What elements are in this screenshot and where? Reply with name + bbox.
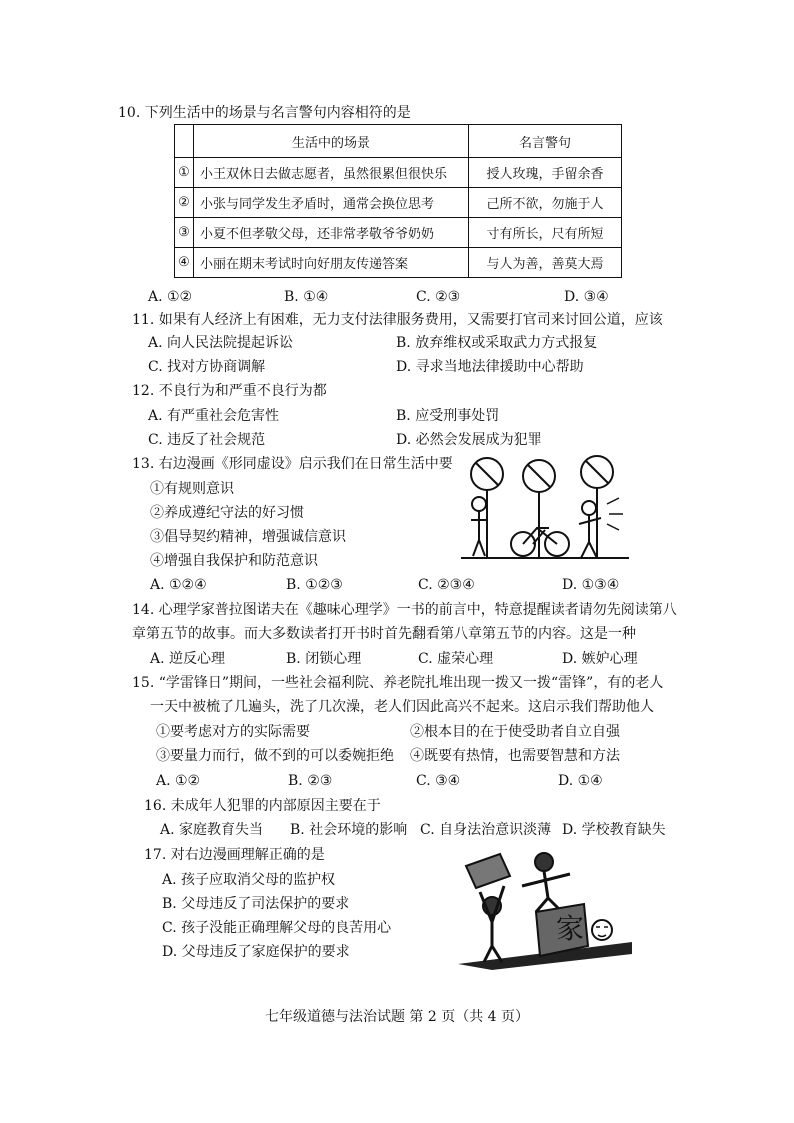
table-header-quote: 名言警句 (469, 125, 622, 158)
q12-option-c: C. 违反了社会规范 (148, 432, 266, 448)
q10-stem: 10. 下列生活中的场景与名言警句内容相符的是 (118, 105, 411, 121)
q14-option-a: A. 逆反心理 (150, 651, 226, 667)
q15-option-c: C. ③④ (416, 773, 461, 789)
q17-option-d: D. 父母违反了家庭保护的要求 (162, 944, 350, 960)
q16-option-c: C. 自身法治意识淡薄 (420, 822, 552, 838)
q17-option-c: C. 孩子没能正确理解父母的良苦用心 (162, 920, 392, 936)
q15-item-2: ②根本目的在于使受助者自立自强 (410, 724, 620, 740)
q11-option-c: C. 找对方协商调解 (148, 359, 266, 375)
q12-option-a: A. 有严重社会危害性 (148, 408, 280, 424)
q15-item-3: ③要量力而行，做不到的可以委婉拒绝 (156, 748, 394, 764)
row-quote: 寸有所长，尺有所短 (469, 218, 622, 248)
q15-option-b: B. ②③ (288, 773, 333, 789)
q14-line-1: 14. 心理学家普拉图诺夫在《趣味心理学》一书的前言中，特意提醒读者请勿先阅读第八 (132, 602, 677, 618)
q11-option-d: D. 寻求当地法律援助中心帮助 (396, 359, 584, 375)
q16-stem: 16. 未成年人犯罪的内部原因主要在于 (144, 798, 381, 814)
q16-option-d: D. 学校教育缺失 (562, 822, 666, 838)
q13-option-a: A. ①②④ (150, 577, 207, 593)
row-quote: 授人玫瑰，手留余香 (469, 158, 622, 188)
q11-option-a: A. 向人民法院提起诉讼 (148, 335, 294, 351)
q11-stem: 11. 如果有人经济上有困难，无力支付法律服务费用，又需要打官司来讨回公道，应该 (132, 312, 663, 328)
q10-option-b: B. ①④ (284, 289, 329, 305)
q14-line-2: 章第五节的故事。而大多数读者打开书时首先翻看第八章第五节的内容。这是一种 (132, 626, 636, 642)
row-num: ③ (175, 218, 194, 248)
q14-option-b: B. 闭锁心理 (286, 651, 362, 667)
q13-cartoon (457, 452, 633, 562)
table-row (175, 158, 622, 188)
table-header-scene: 生活中的场景 (194, 125, 469, 158)
q10-table (174, 124, 622, 278)
q13-item-4: ④增强自我保护和防范意识 (150, 553, 318, 569)
q13-option-b: B. ①②③ (286, 577, 343, 593)
row-scene: 小丽在期末考试时向好朋友传递答案 (194, 248, 469, 278)
row-scene: 小王双休日去做志愿者，虽然很累但很快乐 (194, 158, 469, 188)
page-footer: 七年级道德与法治试题 第 2 页（共 4 页） (264, 1009, 530, 1025)
q14-option-c: C. 虚荣心理 (418, 651, 494, 667)
q15-option-a: A. ①② (156, 773, 201, 789)
q17-stem: 17. 对右边漫画理解正确的是 (144, 847, 325, 863)
q13-stem: 13. 右边漫画《形同虚设》启示我们在日常生活中要 (132, 456, 453, 472)
q15-item-1: ①要考虑对方的实际需要 (156, 724, 310, 740)
q12-stem: 12. 不良行为和严重不良行为都 (132, 383, 327, 399)
q14-option-d: D. 嫉妒心理 (562, 651, 638, 667)
q15-line-1: 15. “学雷锋日”期间，一些社会福利院、养老院扎堆出现一拨又一拨“雷锋”，有的老人 (132, 675, 664, 691)
table-row (175, 248, 622, 278)
row-num: ④ (175, 248, 194, 278)
row-quote: 己所不欲，勿施于人 (469, 188, 622, 218)
q16-option-b: B. 社会环境的影响 (290, 822, 408, 838)
q13-item-1: ①有规则意识 (150, 481, 234, 497)
table-row (175, 218, 622, 248)
row-scene: 小张与同学发生矛盾时，通常会换位思考 (194, 188, 469, 218)
q12-option-b: B. 应受刑事处罚 (396, 408, 500, 424)
q17-option-a: A. 孩子应取消父母的监护权 (162, 872, 336, 888)
row-num: ① (175, 158, 194, 188)
q10-option-c: C. ②③ (416, 289, 461, 305)
q10-option-d: D. ③④ (564, 289, 609, 305)
q17-cartoon (452, 846, 638, 970)
q17-cartoon-text: 家 (556, 912, 585, 945)
q10-option-a: A. ①② (148, 289, 193, 305)
row-num: ② (175, 188, 194, 218)
q13-option-d: D. ①③④ (562, 577, 620, 593)
table-row (175, 188, 622, 218)
q15-item-4: ④既要有热情，也需要智慧和方法 (410, 748, 620, 764)
q15-line-2: 一天中被梳了几遍头，洗了几次澡，老人们因此高兴不起来。这启示我们帮助他人 (150, 699, 654, 715)
q13-item-2: ②养成遵纪守法的好习惯 (150, 505, 304, 521)
q11-option-b: B. 放弃维权或采取武力方式报复 (396, 335, 598, 351)
q17-option-b: B. 父母违反了司法保护的要求 (162, 896, 350, 912)
q16-option-a: A. 家庭教育失当 (160, 822, 264, 838)
row-quote: 与人为善，善莫大焉 (469, 248, 622, 278)
table-header-row (175, 125, 622, 158)
q13-option-c: C. ②③④ (418, 577, 475, 593)
row-scene: 小夏不但孝敬父母，还非常孝敬爷爷奶奶 (194, 218, 469, 248)
q12-option-d: D. 必然会发展成为犯罪 (396, 432, 542, 448)
q15-option-d: D. ①④ (558, 773, 603, 789)
table-header-num (175, 125, 194, 158)
q13-item-3: ③倡导契约精神，增强诚信意识 (150, 529, 346, 545)
